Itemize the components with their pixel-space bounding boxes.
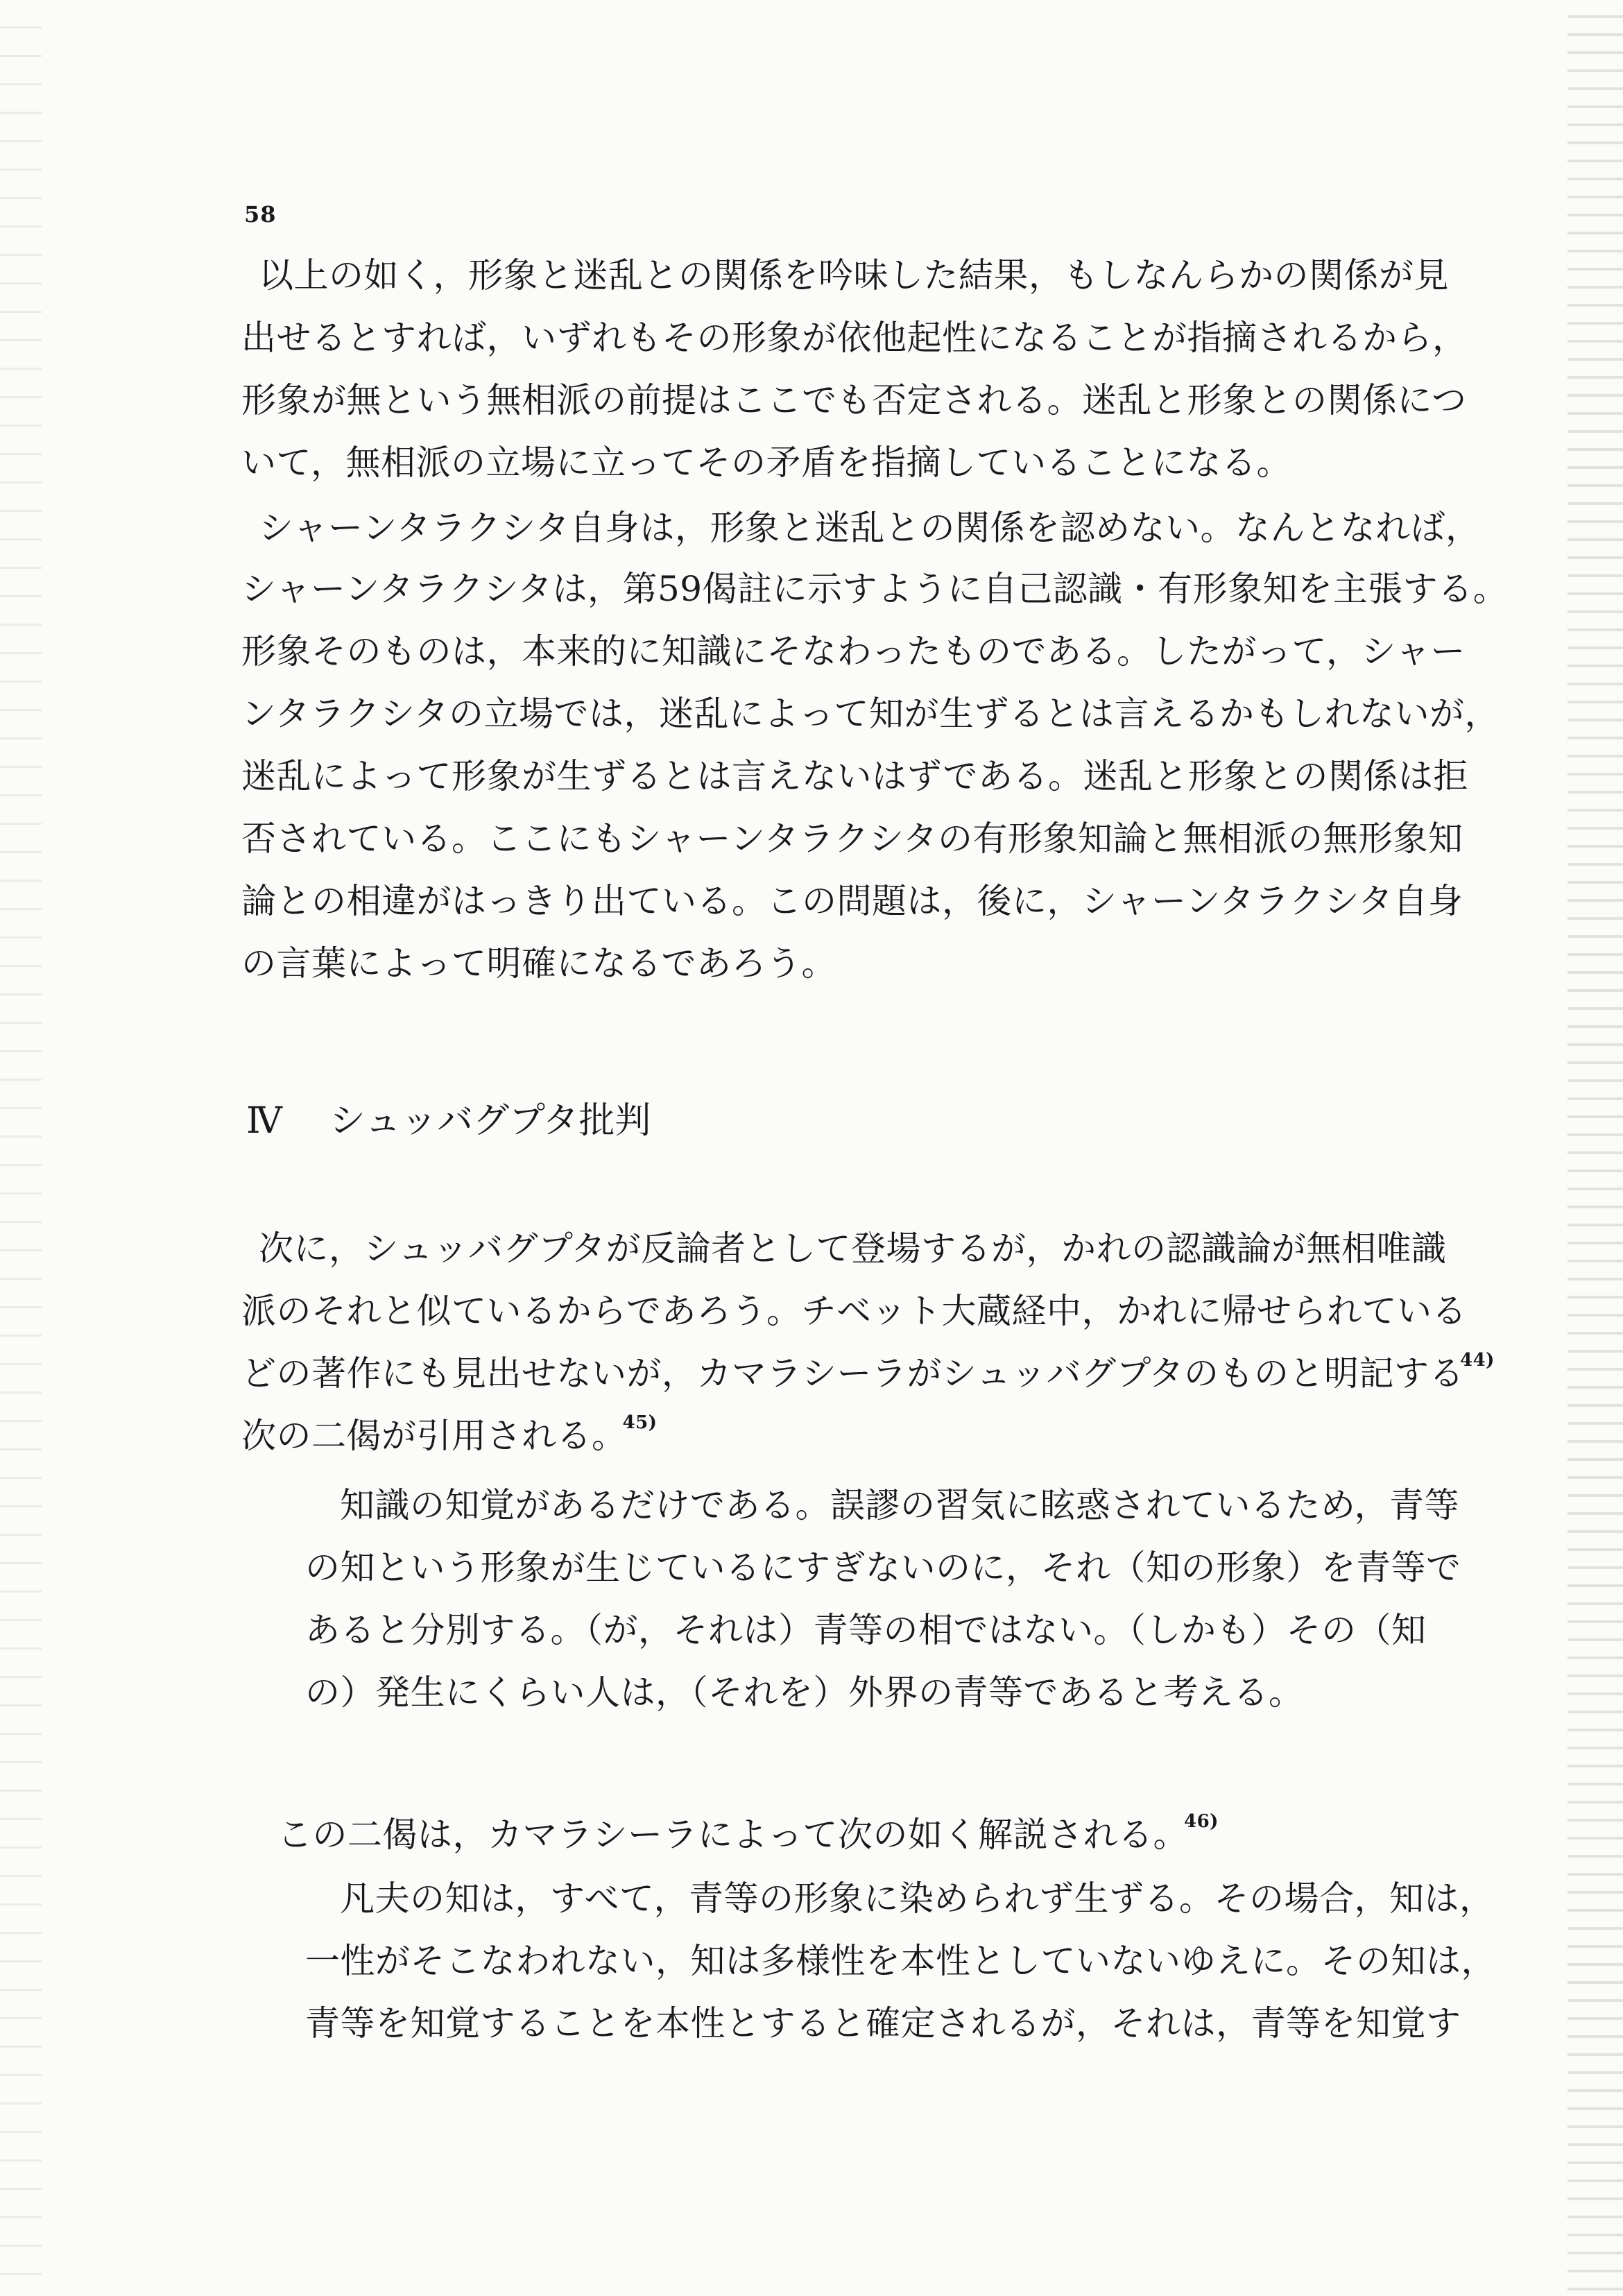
text-line: の言葉によって明確になるであろう。 xyxy=(241,943,836,984)
text-line-content: 次の二偈が引用される。 xyxy=(241,1416,627,1456)
text-line: の）発生にくらい人は，（それを）外界の青等であると考える。 xyxy=(305,1672,1304,1713)
text-line: 次に，シュッバグプタが反論者として登場するが，かれの認識論が無相唯識 xyxy=(259,1228,1447,1269)
body-text-explain xyxy=(277,1811,1484,1858)
text-line xyxy=(241,1412,658,1459)
text-line: ンタラクシタの立場では，迷乱によって知が生ずるとは言えるかもしれないが， xyxy=(241,694,1500,734)
footnote-ref-46: 46) xyxy=(1184,1811,1219,1832)
text-line-content: どの著作にも見出せないが，カマラシーラがシュッバグプタのものと明記する xyxy=(241,1353,1464,1394)
scan-edge-left xyxy=(0,0,42,2296)
text-line: 一性がそこなわれない，知は多様性を本性としていないゆえに。その知は， xyxy=(305,1941,1496,1981)
footnote-ref-45: 45) xyxy=(622,1412,658,1433)
section-number: Ⅳ xyxy=(246,1100,282,1142)
text-line: 知識の知覚があるだけである。誤謬の習気に眩惑されているため，青等 xyxy=(340,1485,1459,1525)
text-line: シャーンタラクシタは，第59偈註に示すように自己認識・有形象知を主張する。 xyxy=(241,569,1509,609)
scan-edge-right xyxy=(1568,0,1623,2296)
page-number: 58 xyxy=(244,201,277,228)
text-line: シャーンタラクシタ自身は，形象と迷乱との関係を認めない。なんとなれば， xyxy=(259,508,1481,548)
text-line: 以上の如く，形象と迷乱との関係を吟味した結果，もしなんらかの関係が見 xyxy=(259,255,1449,295)
section-heading xyxy=(246,1100,651,1142)
text-line: 派のそれと似ているからであろう。チベット大蔵経中，かれに帰せられている xyxy=(241,1291,1467,1331)
text-line: いて，無相派の立場に立ってその矛盾を指摘していることになる。 xyxy=(241,443,1291,483)
text-line: 論との相違がはっきり出ている。この問題は，後に，シャーンタラクシタ自身 xyxy=(241,881,1463,921)
section-title: シュッバグプタ批判 xyxy=(329,1100,651,1142)
text-line: の知という形象が生じているにすぎないのに，それ（知の形象）を青等で xyxy=(305,1548,1461,1588)
text-line xyxy=(277,1811,1484,1858)
footnote-ref-44: 44) xyxy=(1460,1350,1495,1371)
text-line: 青等を知覚することを本性とすると確定されるが，それは，青等を知覚す xyxy=(305,2003,1461,2044)
text-line: あると分別する。（が，それは）青等の相ではない。（しかも）その（知 xyxy=(305,1610,1427,1650)
text-line: 形象が無という無相派の前提はここでも否定される。迷乱と形象との関係につ xyxy=(241,380,1467,420)
text-line: 凡夫の知は，すべて，青等の形象に染められず生ずる。その場合，知は， xyxy=(340,1878,1495,1919)
text-line: 否されている。ここにもシャーンタラクシタの有形象知論と無相派の無形象知 xyxy=(241,819,1463,859)
text-line: 出せるとすれば，いずれもその形象が依他起性になることが指摘されるから， xyxy=(241,318,1468,358)
text-line: 形象そのものは，本来的に知識にそなわったものである。したがって，シャー xyxy=(241,631,1466,671)
text-line xyxy=(241,1350,1495,1397)
text-line-content: この二偈は，カマラシーラによって次の如く解説される。 xyxy=(277,1815,1188,1855)
text-line: 迷乱によって形象が生ずるとは言えないはずである。迷乱と形象との関係は拒 xyxy=(241,756,1468,796)
